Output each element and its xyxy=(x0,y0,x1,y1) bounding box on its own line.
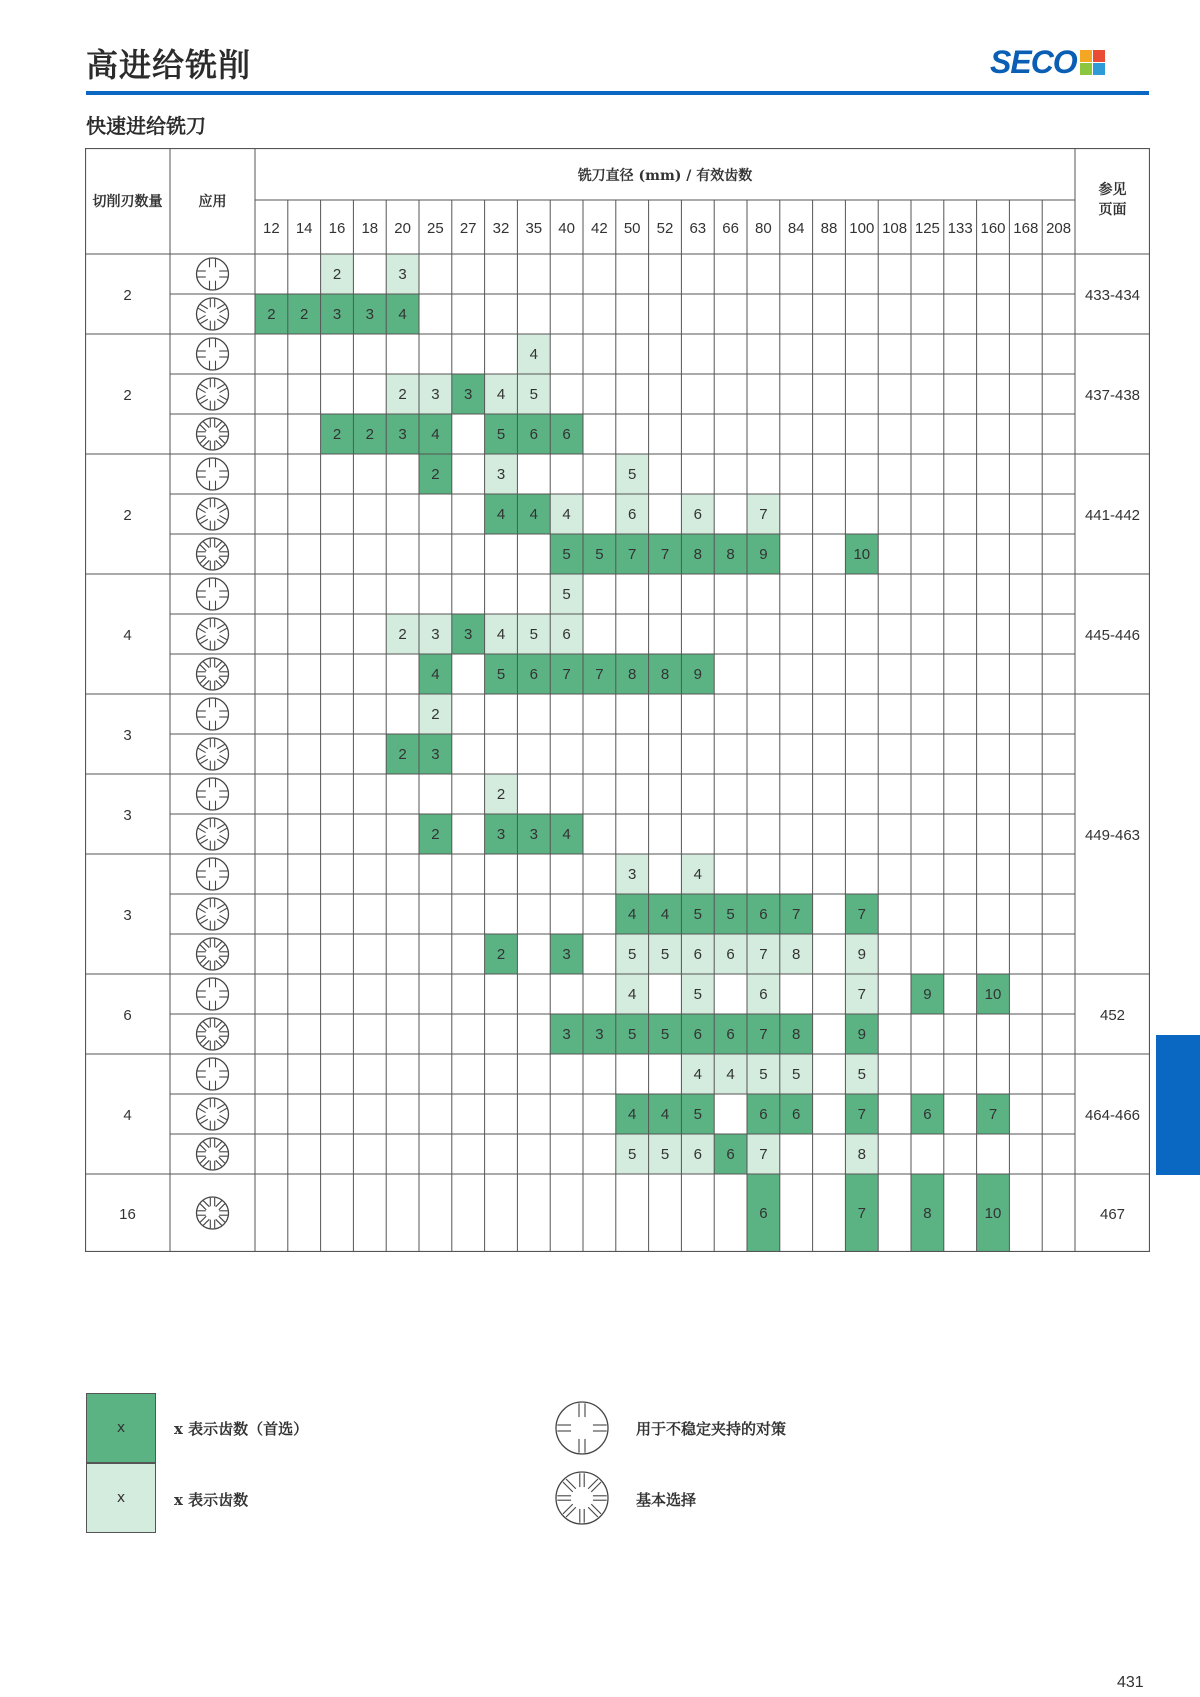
diameter-tick: 25 xyxy=(427,220,444,237)
basic-cutter-icon xyxy=(197,298,229,330)
teeth-count: 7 xyxy=(759,1146,768,1163)
teeth-count: 8 xyxy=(792,1026,801,1043)
unstable-cutter-icon xyxy=(197,578,229,610)
teeth-count: 8 xyxy=(628,666,637,683)
teeth-count: 3 xyxy=(431,626,440,643)
reference-header-line1: 参见 xyxy=(1098,182,1127,198)
teeth-count: 2 xyxy=(496,946,506,963)
teeth-count: 6 xyxy=(628,506,637,523)
teeth-count: 4 xyxy=(496,386,506,403)
cutting-edges-count: 4 xyxy=(123,1107,132,1124)
diameter-tick: 66 xyxy=(722,220,739,237)
reference-page: 437-438 xyxy=(1084,387,1141,404)
teeth-count: 3 xyxy=(398,266,407,283)
teeth-count: 3 xyxy=(529,826,538,843)
teeth-count: 6 xyxy=(726,946,735,963)
teeth-count: 6 xyxy=(562,426,571,443)
page-number: 431 xyxy=(1117,1674,1144,1691)
teeth-count: 9 xyxy=(693,666,702,683)
diameter-tick: 50 xyxy=(623,220,641,237)
teeth-count: 7 xyxy=(759,506,768,523)
cutting-edges-count: 3 xyxy=(123,907,132,924)
teeth-count: 3 xyxy=(464,386,473,403)
section-subtitle: 快速进给铣刀 xyxy=(86,114,206,138)
legend-unstable-label: 用于不稳定夹持的对策 xyxy=(636,1420,787,1438)
unstable-clamping-icon xyxy=(554,1400,610,1456)
edges-column-header: 切削刃数量 xyxy=(92,194,163,210)
unstable-cutter-icon xyxy=(197,778,229,810)
cutting-edges-count: 4 xyxy=(123,627,132,644)
teeth-count: 4 xyxy=(660,906,670,923)
diameter-tick: 52 xyxy=(656,220,674,237)
teeth-count: 6 xyxy=(529,426,538,443)
teeth-count: 6 xyxy=(759,986,768,1003)
teeth-count: 6 xyxy=(693,1146,702,1163)
teeth-count: 3 xyxy=(398,426,407,443)
teeth-count: 2 xyxy=(398,626,407,643)
teeth-count: 4 xyxy=(693,1066,702,1083)
teeth-count: 8 xyxy=(660,666,670,683)
teeth-count: 4 xyxy=(398,306,407,323)
legend-basic-label: 基本选择 xyxy=(636,1491,697,1509)
diameter-header: 铣刀直径 (mm) / 有效齿数 xyxy=(577,168,753,184)
teeth-count: 4 xyxy=(431,666,440,683)
reference-page: 452 xyxy=(1099,1007,1126,1024)
diameter-tick: 100 xyxy=(849,220,875,237)
diameter-tick: 27 xyxy=(459,220,477,237)
teeth-count: 10 xyxy=(984,986,1002,1003)
teeth-count: 2 xyxy=(398,746,407,763)
teeth-count: 5 xyxy=(628,1026,637,1043)
teeth-count: 7 xyxy=(759,946,768,963)
reference-page: 467 xyxy=(1099,1206,1126,1223)
teeth-count: 5 xyxy=(628,466,637,483)
teeth-count: 8 xyxy=(857,1146,866,1163)
teeth-count: 5 xyxy=(759,1066,768,1083)
diameter-tick: 84 xyxy=(787,220,805,237)
teeth-count: 7 xyxy=(628,546,637,563)
teeth-count: 4 xyxy=(660,1106,670,1123)
diameter-tick: 18 xyxy=(361,220,379,237)
teeth-count: 5 xyxy=(693,986,702,1003)
teeth-count: 6 xyxy=(759,1106,768,1123)
teeth-count: 9 xyxy=(759,546,768,563)
teeth-count: 4 xyxy=(693,866,702,883)
teeth-count: 5 xyxy=(496,426,506,443)
teeth-count: 5 xyxy=(660,1146,670,1163)
legend-swatch-preferred: x xyxy=(86,1393,156,1463)
unstable-cutter-icon xyxy=(197,978,229,1010)
header-rule xyxy=(86,91,1149,95)
cutting-edges-count: 2 xyxy=(123,507,132,524)
cutting-edges-count: 16 xyxy=(119,1206,136,1223)
teeth-count: 5 xyxy=(628,1146,637,1163)
teeth-count: 8 xyxy=(923,1205,932,1222)
teeth-count: 5 xyxy=(660,1026,670,1043)
table-grid xyxy=(85,148,1150,1252)
teeth-count: 6 xyxy=(726,1026,735,1043)
teeth-count: 3 xyxy=(431,746,440,763)
teeth-count: 9 xyxy=(923,986,932,1003)
teeth-count: 4 xyxy=(431,426,440,443)
cutting-edges-count: 6 xyxy=(123,1007,132,1024)
legend-option-label: x 表示齿数 xyxy=(174,1491,249,1509)
reference-page: 433-434 xyxy=(1084,287,1141,304)
teeth-count: 4 xyxy=(562,826,571,843)
teeth-count: 2 xyxy=(431,826,440,843)
cutting-edges-count: 3 xyxy=(123,807,132,824)
page-title: 高进给铣削 xyxy=(86,46,252,84)
logo-wordmark: SECO xyxy=(990,44,1077,80)
teeth-count: 5 xyxy=(529,626,538,643)
teeth-count: 7 xyxy=(759,1026,768,1043)
teeth-count: 4 xyxy=(529,346,538,363)
diameter-tick: 108 xyxy=(882,220,908,237)
teeth-count: 10 xyxy=(853,546,871,563)
dense-cutter-icon xyxy=(197,658,229,690)
unstable-cutter-icon xyxy=(197,258,229,290)
reference-page: 464-466 xyxy=(1084,1107,1141,1124)
legend-swatch-option: x xyxy=(86,1463,156,1533)
teeth-count: 2 xyxy=(267,306,276,323)
unstable-cutter-icon xyxy=(197,338,229,370)
unstable-cutter-icon xyxy=(197,458,229,490)
basic-cutter-icon xyxy=(197,898,229,930)
teeth-count: 7 xyxy=(857,1106,866,1123)
basic-cutter-icon xyxy=(197,818,229,850)
diameter-tick: 32 xyxy=(492,220,510,237)
teeth-count: 2 xyxy=(300,306,309,323)
dense-cutter-icon xyxy=(197,538,229,570)
teeth-count: 2 xyxy=(398,386,407,403)
diameter-tick: 12 xyxy=(263,220,280,237)
teeth-count: 6 xyxy=(693,1026,702,1043)
basic-cutter-icon xyxy=(197,378,229,410)
diameter-tick: 20 xyxy=(394,220,411,237)
teeth-count: 3 xyxy=(562,1026,571,1043)
teeth-count: 5 xyxy=(496,666,506,683)
teeth-count: 5 xyxy=(562,546,571,563)
teeth-count: 10 xyxy=(984,1205,1002,1222)
unstable-cutter-icon xyxy=(197,698,229,730)
cutter-selection-table xyxy=(85,148,1150,1252)
teeth-count: 7 xyxy=(857,986,866,1003)
teeth-count: 7 xyxy=(660,546,670,563)
logo-squares-icon xyxy=(1080,50,1105,75)
teeth-count: 6 xyxy=(726,1146,735,1163)
teeth-count: 5 xyxy=(595,546,604,563)
teeth-count: 4 xyxy=(562,506,571,523)
diameter-tick: 160 xyxy=(980,220,1006,237)
teeth-count: 2 xyxy=(332,426,342,443)
dense-cutter-icon xyxy=(197,418,229,450)
diameter-tick: 208 xyxy=(1046,220,1072,237)
basic-cutter-icon xyxy=(197,498,229,530)
teeth-count: 9 xyxy=(857,946,866,963)
teeth-count: 4 xyxy=(628,1106,637,1123)
teeth-count: 6 xyxy=(759,906,768,923)
teeth-count: 3 xyxy=(628,866,637,883)
reference-header-line2: 页面 xyxy=(1098,202,1127,218)
basic-cutter-icon xyxy=(197,1098,229,1130)
teeth-count: 4 xyxy=(628,986,637,1003)
basic-selection-icon xyxy=(554,1470,610,1526)
teeth-count: 5 xyxy=(726,906,735,923)
unstable-cutter-icon xyxy=(556,1402,608,1454)
diameter-tick: 40 xyxy=(558,220,575,237)
teeth-count: 6 xyxy=(693,506,702,523)
teeth-count: 4 xyxy=(628,906,637,923)
dense-cutter-icon xyxy=(197,938,229,970)
teeth-count: 2 xyxy=(332,266,342,283)
teeth-count: 8 xyxy=(792,946,801,963)
diameter-tick: 80 xyxy=(755,220,772,237)
basic-cutter-icon xyxy=(197,618,229,650)
teeth-count: 4 xyxy=(496,506,506,523)
teeth-count: 5 xyxy=(562,586,571,603)
teeth-count: 2 xyxy=(431,466,440,483)
teeth-count: 3 xyxy=(562,946,571,963)
legend-preferred-label: x 表示齿数（首选） xyxy=(174,1420,309,1438)
diameter-tick: 88 xyxy=(820,220,838,237)
cutting-edges-count: 2 xyxy=(123,287,132,304)
application-column-header: 应用 xyxy=(198,194,227,210)
teeth-count: 5 xyxy=(660,946,670,963)
teeth-count: 3 xyxy=(496,826,506,843)
teeth-count: 6 xyxy=(562,626,571,643)
teeth-count: 9 xyxy=(857,1026,866,1043)
teeth-count: 6 xyxy=(529,666,538,683)
teeth-count: 3 xyxy=(365,306,374,323)
diameter-tick: 35 xyxy=(525,220,543,237)
teeth-count: 7 xyxy=(595,666,604,683)
diameter-tick: 63 xyxy=(689,220,707,237)
teeth-count: 5 xyxy=(857,1066,866,1083)
teeth-count: 3 xyxy=(332,306,342,323)
teeth-count: 8 xyxy=(693,546,702,563)
teeth-count: 4 xyxy=(726,1066,735,1083)
teeth-count: 5 xyxy=(529,386,538,403)
teeth-count: 2 xyxy=(496,786,506,803)
reference-page: 441-442 xyxy=(1084,507,1141,524)
cutting-edges-count: 3 xyxy=(123,727,132,744)
teeth-count: 5 xyxy=(628,946,637,963)
basic-cutter-icon xyxy=(197,738,229,770)
section-side-tab xyxy=(1156,1035,1200,1175)
teeth-count: 7 xyxy=(792,906,801,923)
teeth-count: 3 xyxy=(496,466,506,483)
dense-cutter-icon xyxy=(556,1472,608,1524)
reference-page: 445-446 xyxy=(1084,627,1141,644)
teeth-count: 3 xyxy=(464,626,473,643)
teeth-count: 6 xyxy=(693,946,702,963)
teeth-count: 2 xyxy=(365,426,374,443)
unstable-cutter-icon xyxy=(197,858,229,890)
teeth-count: 4 xyxy=(496,626,506,643)
seco-logo xyxy=(990,46,1105,78)
teeth-count: 7 xyxy=(857,1205,866,1222)
teeth-count: 4 xyxy=(529,506,538,523)
reference-page: 449-463 xyxy=(1084,827,1141,844)
teeth-count: 2 xyxy=(431,706,440,723)
diameter-tick: 168 xyxy=(1013,220,1039,237)
teeth-count: 3 xyxy=(431,386,440,403)
teeth-count: 7 xyxy=(988,1106,998,1123)
unstable-cutter-icon xyxy=(197,1058,229,1090)
diameter-tick: 14 xyxy=(295,220,313,237)
diameter-tick: 125 xyxy=(914,220,940,237)
teeth-count: 5 xyxy=(792,1066,801,1083)
cutting-edges-count: 2 xyxy=(123,387,132,404)
teeth-count: 8 xyxy=(726,546,735,563)
teeth-count: 6 xyxy=(923,1106,932,1123)
dense-cutter-icon xyxy=(197,1018,229,1050)
diameter-tick: 16 xyxy=(328,220,346,237)
teeth-count: 5 xyxy=(693,906,702,923)
teeth-count: 7 xyxy=(857,906,866,923)
dense-cutter-icon xyxy=(197,1138,229,1170)
teeth-count: 6 xyxy=(792,1106,801,1123)
diameter-tick: 42 xyxy=(591,220,608,237)
teeth-count: 7 xyxy=(562,666,571,683)
dense-cutter-icon xyxy=(197,1197,229,1229)
teeth-count: 5 xyxy=(693,1106,702,1123)
diameter-tick: 133 xyxy=(947,220,973,237)
teeth-count: 3 xyxy=(595,1026,604,1043)
teeth-count: 6 xyxy=(759,1205,768,1222)
